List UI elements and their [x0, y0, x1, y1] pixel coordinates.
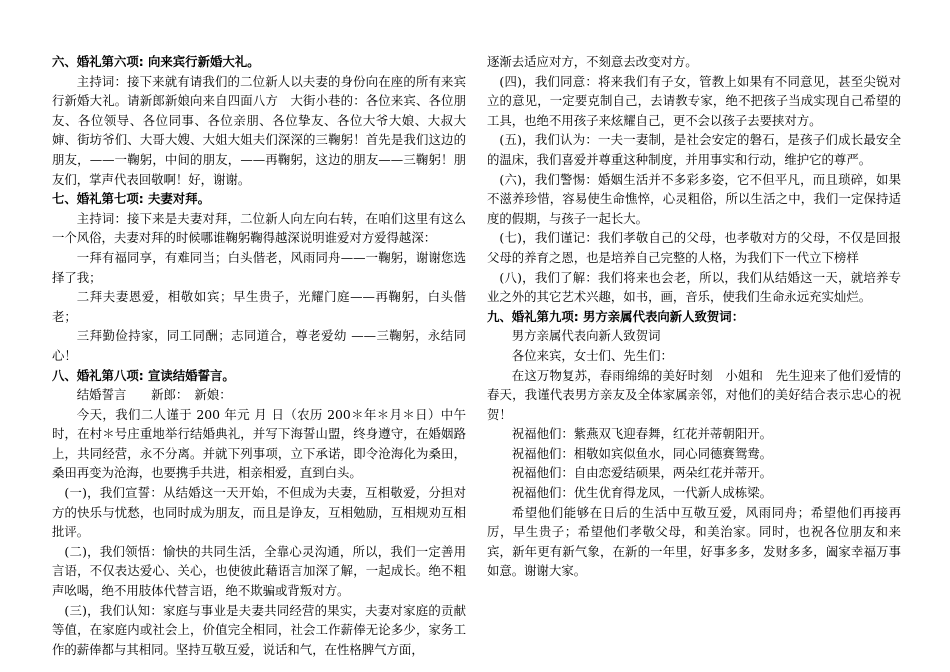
- oath-item-4: (四)，我们同意：将来我们有子女，管教上如果有不同意见，甚至尖锐对立的意见，一定要克制自己，去请教专家，绝不把孩子当成实现自己希望的工具，也绝不用孩子来炫耀自己，更不会以孩子去要挟对方。: [487, 73, 901, 128]
- speech-closing: 希望他们能够在日后的生活中互敬互爱，风雨同舟；希望他们再接再厉，早生贵子；希望他们孝敬父母，和美治家。同时，也祝各位朋友和来宾，新年更有新气象，在新的一年里，好事多多，发财多多，阖家幸福万事如意。谢谢大家。: [487, 504, 901, 579]
- oath-item-1: (一)，我们宣誓：从结婚这一天开始，不但成为夫妻，互相敬爱，分担对方的快乐与忧愁，也同时成为朋友，而且是诤友，互相勉励，互相规劝互相批评。: [52, 485, 466, 540]
- speech-greeting: 各位来宾，女士们、先生们：: [511, 347, 673, 363]
- left-column: [52, 52, 466, 659]
- wish-line-2: 祝福他们：相敬如宾似鱼水，同心同德赛鸳鸯。: [511, 445, 772, 461]
- section-seven-body: 主持词：接下来是夫妻对拜，二位新人向左向右转，在咱们这里有这么一个风俗，夫妻对拜的时候哪谁鞠躬鞠得越深说明谁爱对方爱得越深：: [52, 210, 466, 246]
- oath-item-3-continued: 逐渐去适应对方，不刻意去改变对方。: [487, 54, 698, 69]
- wish-line-4: 祝福他们：优生优育得龙凤，一代新人成栋梁。: [511, 485, 772, 501]
- speech-title: 男方亲属代表向新人致贺词: [511, 328, 661, 344]
- oath-item-2: (二)，我们领悟：愉快的共同生活，全靠心灵沟通，所以，我们一定善用言语，不仅表达爱心、关心，也使彼此藉语言加深了解，一起成长。绝不粗声吆喝，绝不用肢体代替言语，绝不欺骗或背叛对方。: [52, 543, 466, 599]
- oath-title: 结婚誓言 新郎： 新娘：: [76, 387, 232, 403]
- oath-item-7: (七)，我们谨记：我们孝敬自己的父母，也孝敬对方的父母，不仅是回报父母的养育之恩，也是培养自己完整的人格，为我们下一代立下榜样: [487, 230, 901, 265]
- second-bow-text: 二拜夫妻恩爱，相敬如宾；早生贵子，光耀门庭——再鞠躬，白头偕老；: [52, 289, 466, 324]
- oath-item-8: (八)，我们了解：我们将来也会老，所以，我们从结婚这一天，就培养专业之外的其它艺术兴趣，如书，画，音乐，使我们生命永远充实灿烂。: [487, 269, 901, 305]
- section-six-body: 主持词：接下来就有请我们的二位新人以夫妻的身份向在座的所有来宾行新婚大礼。请新郎新娘向来自四面八方 大街小巷的：各位来宾、各位朋友、各位领导、各位同事、各位亲朋、各位挚友、各位大爷大娘、大叔大婶、街坊爷们、大哥大嫂、大姐大姐夫们深深的三鞠躬！首先是我们这边的朋友，——一鞠躬，中间的朋友，——再鞠躬，这边的朋友——三鞠躬！朋友们，掌声代表回敬啊！好，谢谢。: [52, 73, 466, 187]
- section-nine-heading: 九、婚礼第九项: 男方亲属代表向新人致贺词：: [487, 308, 745, 324]
- section-seven-heading: 七、婚礼第七项: 夫妻对拜。: [52, 191, 210, 207]
- wish-line-1: 祝福他们：紫燕双飞迎春舞，红花并蒂朝阳开。: [511, 426, 772, 442]
- section-six-heading: 六、婚礼第六项: 向来宾行新婚大礼。: [52, 54, 260, 69]
- first-bow-text: 一拜有福同享，有难同当；白头偕老，风雨同舟——一鞠躬，谢谢您选择了我；: [52, 249, 466, 285]
- section-eight-heading: 八、婚礼第八项: 宣读结婚誓言。: [52, 367, 235, 383]
- speech-body: 在这万物复苏，春雨绵绵的美好时刻 小姐和 先生迎来了他们爱情的春天，我谨代表男方亲友及全体家属亲邻，对他们的美好结合表示忠心的祝贺！: [487, 367, 901, 422]
- oath-item-5: (五)，我们认为：一夫一妻制，是社会安定的磐石，是孩子们成长最安全的温床，我们喜爱并尊重这种制度，并用事实和行动，维护它的尊严。: [487, 132, 901, 167]
- right-column: [487, 52, 901, 581]
- oath-item-3: (三)，我们认知：家庭与事业是夫妻共同经营的果实，夫妻对家庭的贡献等值，在家庭内或社会上，价值完全相同，社会工作薪俸无论多少，家务工作的薪俸都与其相同。坚持互敬互爱，说话和气，在性格脾气方面，: [52, 602, 466, 657]
- oath-item-6: (六)，我们警惕：婚姻生活并不多彩多姿，它不但平凡，而且琐碎，如果不滋养珍惜，容易使生命憔悴，心灵粗俗，所以生活之中，我们一定保持适度的假期，与孩子一起长大。: [487, 171, 901, 226]
- wish-line-3: 祝福他们：自由恋爱结硕果，两朵红花并蒂开。: [511, 465, 772, 481]
- oath-intro: 今天，我们二人谨于 200 年元 月 日（农历 200＊年＊月＊日）中午时，在村＊号庄重地举行结婚典礼，并写下海誓山盟，终身遵守，在婚姻路上，共同经营，永不分离。并就下列事项，立下承诺，即令沧海化为桑田，桑田再变为沧海，也要携手共进，相亲相爱，直到白头。: [52, 406, 466, 481]
- third-bow-text: 三拜勤俭持家，同工同酬；志同道合，尊老爱幼 ——三鞠躬，永结同心！: [52, 328, 466, 363]
